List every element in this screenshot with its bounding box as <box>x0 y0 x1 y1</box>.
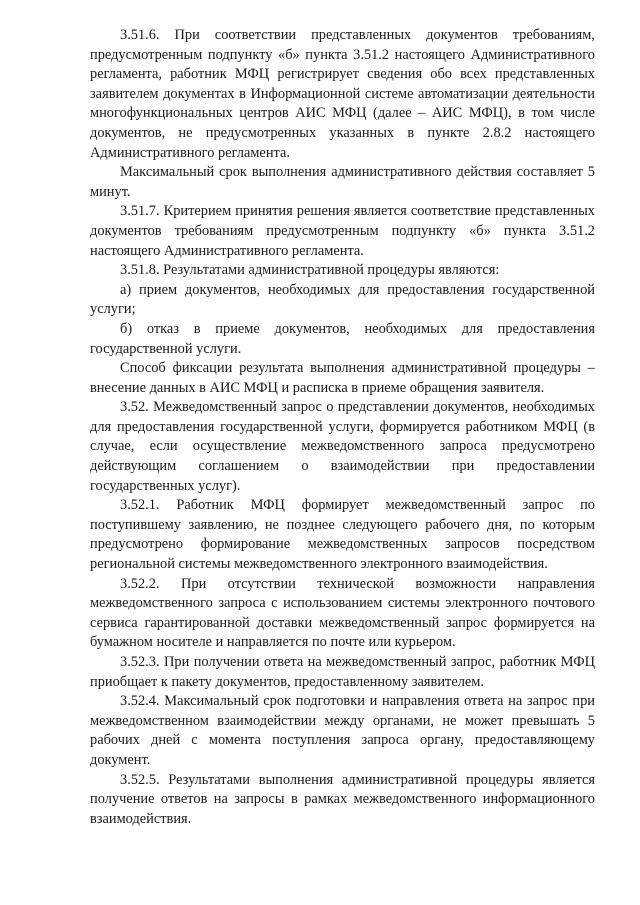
list-item-a: а) прием документов, необходимых для предоставления государственной услуги; <box>90 281 595 318</box>
paragraph-3-52-4: 3.52.4. Максимальный срок подготовки и направления ответа на запрос при межведомственном взаимодействии между органами, не может превышать 5 рабочих дней с момента поступления запроса органу, предоставляющему документ. <box>90 693 595 768</box>
paragraph-3-52-2: 3.52.2. При отсутствии технической возможности направления межведомственного запроса с использованием системы электронного почтового сервиса гарантированной доставки межведомственный запрос формируется на бумажном носителе и направляется по почте или курьером. <box>90 575 595 651</box>
paragraph-3-52-3: 3.52.3. При получении ответа на межведомственный запрос, работник МФЦ приобщает к пакету документов, предоставленному заявителем. <box>90 654 595 690</box>
paragraph-fixation-method: Способ фиксации результата выполнения административной процедуры – внесение данных в АИС МФЦ и расписка в приеме обращения заявителя. <box>90 360 595 396</box>
paragraph-3-52-1: 3.52.1. Работник МФЦ формирует межведомственный запрос по поступившему заявлению, не позднее следующего рабочего дня, по которым предусмотрено формирование межведомственных запросов посредством региональной системы межведомственного электронного взаимодействия. <box>90 497 595 573</box>
list-item-b: б) отказ в приеме документов, необходимых для предоставления государственной услуги. <box>90 320 595 357</box>
paragraph-3-52-5: 3.52.5. Результатами выполнения административной процедуры является получение ответов на запросы в рамках межведомственного информационного взаимодействия. <box>90 771 595 827</box>
paragraph-3-51-6: 3.51.6. При соответствии представленных документов требованиям, предусмотренным подпункту «б» пункта 3.51.2 настоящего Административного регламента, работник МФЦ регистрирует сведения обо всех представленных заявителем документах в Информационной системе автоматизации деятельности многофункциональных центров АИС МФЦ (далее – АИС МФЦ), в том числе документов, не предусмотренных указанных в пункте 2.8.2 настоящего Административного регламента. <box>90 27 595 161</box>
paragraph-3-51-8: 3.51.8. Результатами административной процедуры являются: <box>120 262 500 279</box>
paragraph-3-51-7: 3.51.7. Критерием принятия решения является соответствие представленных документов требованиям предусмотренным подпункту «б» пункта 3.51.2 настоящего Административного регламента. <box>90 203 595 259</box>
document-page <box>90 26 595 829</box>
paragraph-3-52: 3.52. Межведомственный запрос о представлении документов, необходимых для предоставления государственной услуги, формируется работником МФЦ (в случае, если осуществление межведомственного запроса предусмотрено действующим соглашением о взаимодействии при предоставлении государственных услуг). <box>90 399 595 494</box>
paragraph-max-time: Максимальный срок выполнения административного действия составляет 5 минут. <box>90 164 595 200</box>
